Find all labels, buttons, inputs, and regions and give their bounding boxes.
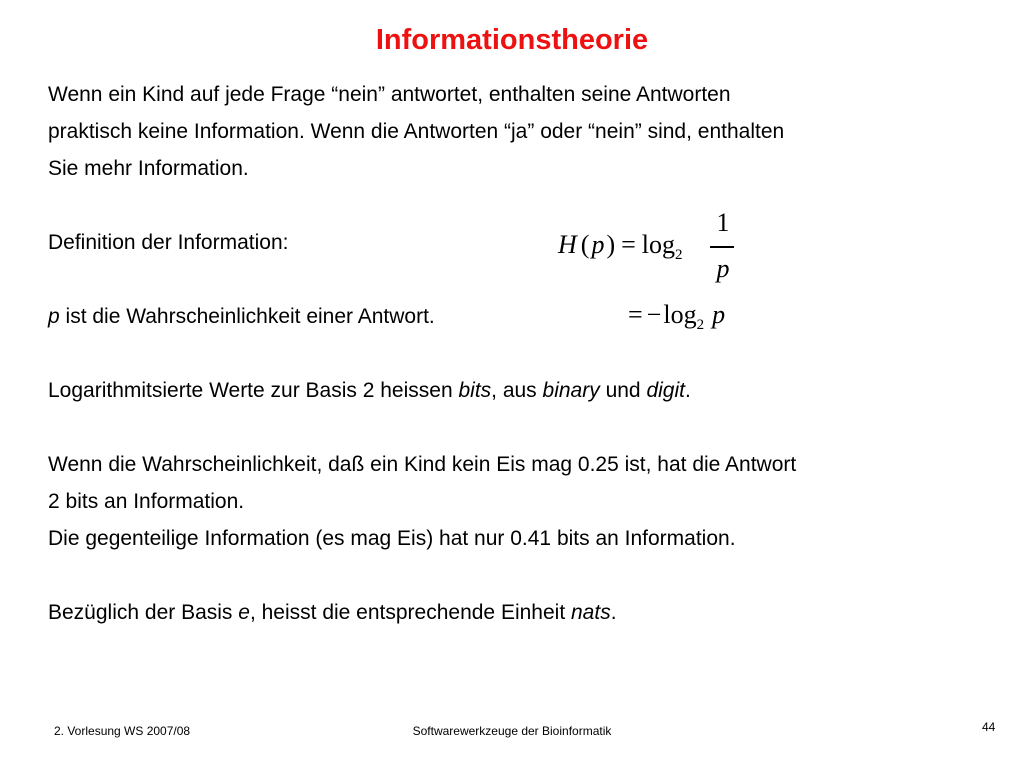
binary-term: binary <box>542 379 600 402</box>
example-paragraph <box>48 446 988 557</box>
basis-statement <box>48 594 988 631</box>
slide-title: Informationstheorie <box>375 24 649 56</box>
formula-fraction-bar <box>710 246 734 248</box>
intro-paragraph <box>48 76 988 187</box>
formula-log-base: 2 <box>675 247 683 263</box>
formula-log-2: log <box>663 300 697 329</box>
intro-line-3: Sie mehr Information. <box>48 157 249 180</box>
formula-open-paren: ( <box>580 230 590 259</box>
log-aus: , aus <box>491 379 543 402</box>
definition-label: Definition der Information: <box>48 231 289 254</box>
example-line-1: Wenn die Wahrscheinlichkeit, daß ein Kind kein Eis mag 0.25 ist, hat die Antwort <box>48 453 797 476</box>
log-end: . <box>684 379 691 402</box>
bits-term: bits <box>458 379 492 402</box>
formula-fraction-numerator: 1 <box>716 208 730 237</box>
nats-term: nats <box>571 601 611 624</box>
formula-minus: − <box>646 300 662 329</box>
example-line-2: 2 bits an Information. <box>48 490 245 513</box>
formula-close-paren: ) <box>606 230 616 259</box>
formula-equals-2: = <box>628 300 643 329</box>
intro-line-1: Wenn ein Kind auf jede Frage “nein” antwortet, enthalten seine Antworten <box>48 83 731 106</box>
formula-entropy-lhs <box>558 230 683 264</box>
formula-log-base-2: 2 <box>696 317 705 333</box>
basis-end: . <box>610 601 617 624</box>
basis-e: e <box>238 601 250 624</box>
footer-course: Softwarewerkzeuge der Bioinformatik <box>412 724 612 738</box>
formula-fraction-denominator: p <box>716 254 730 283</box>
intro-line-2: praktisch keine Information. Wenn die Antworten “ja” oder “nein” sind, enthalten <box>48 120 785 143</box>
page-number: 44 <box>982 720 996 734</box>
formula-equals: = <box>621 230 636 259</box>
p-definition <box>48 298 988 335</box>
footer-lecture: 2. Vorlesung WS 2007/08 <box>54 724 191 738</box>
log-und: und <box>599 379 647 402</box>
digit-term: digit <box>646 379 685 402</box>
formula-p-2: p <box>712 300 726 329</box>
basis-middle: , heisst die entsprechende Einheit <box>249 601 571 624</box>
formula-log: log <box>641 230 676 259</box>
p-definition-text: ist die Wahrscheinlichkeit einer Antwort. <box>59 305 435 328</box>
log-text-prefix: Logarithmitsierte Werte zur Basis 2 heissen <box>48 379 459 402</box>
p-variable: p <box>48 305 60 328</box>
example-line-3: Die gegenteilige Information (es mag Eis) hat nur 0.41 bits an Information. <box>48 527 736 550</box>
formula-p: p <box>591 230 605 259</box>
formula-entropy-rhs <box>628 300 725 334</box>
log-statement <box>48 372 988 409</box>
basis-prefix: Bezüglich der Basis <box>48 601 239 624</box>
formula-H: H <box>558 230 577 259</box>
